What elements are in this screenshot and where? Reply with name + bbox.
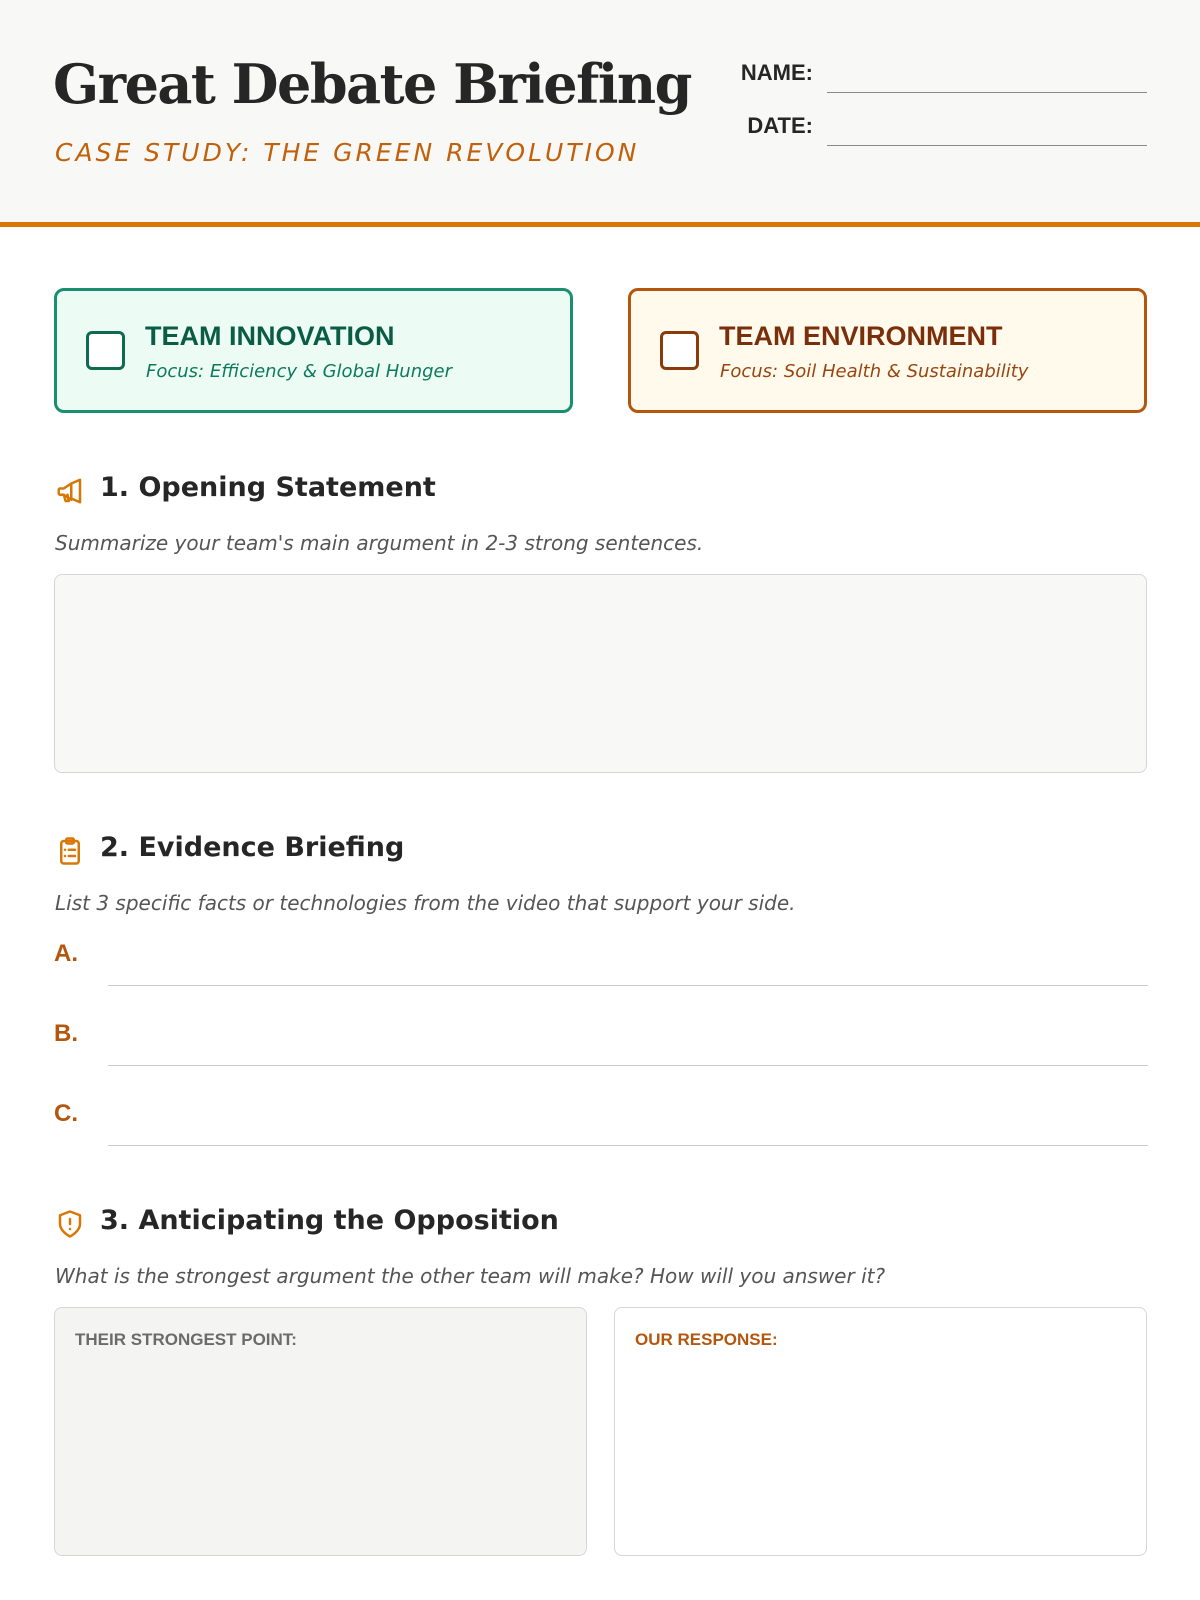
evidence-item-b-label: B.: [54, 1020, 78, 1047]
team-innovation-focus: Focus: Efficiency & Global Hunger: [146, 361, 452, 382]
team-innovation-name: TEAM INNOVATION: [145, 321, 395, 351]
our-response-label: OUR RESPONSE:: [635, 1330, 778, 1349]
worksheet-header: [0, 0, 1200, 227]
team-environment-focus: Focus: Soil Health & Sustainability: [720, 361, 1029, 382]
evidence-item-a-field[interactable]: [108, 985, 1148, 986]
opposition-description: What is the strongest argument the other team will make? How will you answer it?: [55, 1264, 886, 1288]
opposition-title: 3. Anticipating the Opposition: [100, 1205, 559, 1236]
evidence-briefing-title: 2. Evidence Briefing: [100, 832, 405, 863]
evidence-item-c-label: C.: [54, 1100, 78, 1127]
name-label: NAME:: [740, 60, 813, 85]
team-environment-name: TEAM ENVIRONMENT: [719, 321, 1003, 351]
worksheet-title: Great Debate Briefing: [53, 52, 691, 116]
team-environment-card[interactable]: [628, 288, 1147, 413]
their-strongest-point-label: THEIR STRONGEST POINT:: [75, 1330, 297, 1349]
evidence-briefing-description: List 3 specific facts or technologies from the video that support your side.: [55, 891, 796, 915]
name-field[interactable]: [827, 92, 1147, 93]
team-innovation-card[interactable]: [54, 288, 573, 413]
team-innovation-checkbox[interactable]: [86, 331, 125, 370]
megaphone-icon: [55, 476, 85, 506]
evidence-item-b-field[interactable]: [108, 1065, 1148, 1066]
evidence-item-c-field[interactable]: [108, 1145, 1148, 1146]
team-environment-checkbox[interactable]: [660, 331, 699, 370]
our-response-box[interactable]: [614, 1307, 1147, 1556]
their-strongest-point-box[interactable]: [54, 1307, 587, 1556]
shield-alert-icon: [55, 1209, 85, 1239]
date-label: DATE:: [747, 113, 813, 138]
opening-statement-input[interactable]: [54, 574, 1147, 773]
date-field[interactable]: [827, 145, 1147, 146]
opening-statement-title: 1. Opening Statement: [100, 472, 436, 503]
opening-statement-description: Summarize your team's main argument in 2-3 strong sentences.: [55, 531, 704, 555]
evidence-item-a-label: A.: [54, 940, 78, 967]
clipboard-list-icon: [55, 836, 85, 866]
worksheet-subtitle: CASE STUDY: THE GREEN REVOLUTION: [55, 138, 640, 167]
